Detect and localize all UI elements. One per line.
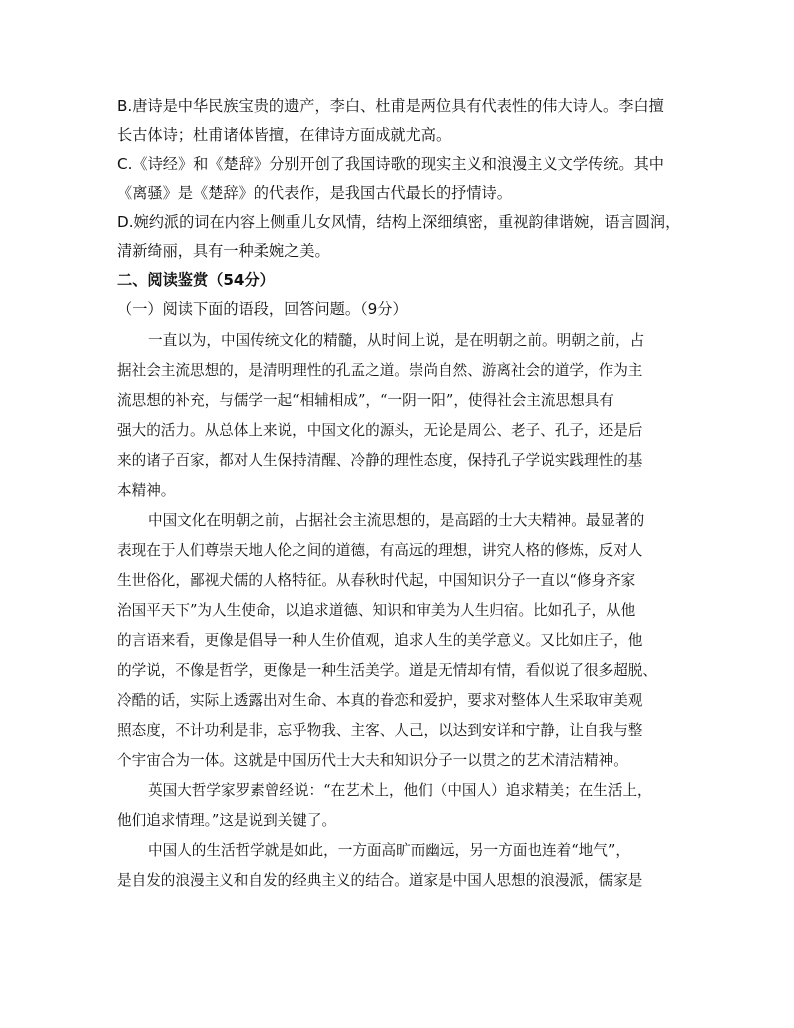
paragraph-line: 他们追求情理。”这是说到关键了。: [117, 812, 337, 829]
option-d-line-2: 清新绮丽，具有一种柔婉之美。: [117, 242, 330, 260]
subsection-title: （一）阅读下面的语段，回答问题。（9分）: [117, 300, 408, 318]
passage-paragraph-1: [117, 326, 679, 506]
document-page: [117, 92, 679, 896]
paragraph-line: 冷酷的话，实际上透露出对生命、本真的眷恋和爱护，要求对整体人生采取审美观: [117, 692, 643, 709]
paragraph-line: 的言语来看，更像是倡导一种人生价值观，追求人生的美学意义。又比如庄子，他: [117, 632, 643, 649]
option-b-line-2: 长古体诗；杜甫诸体皆擅，在律诗方面成就尤高。: [117, 126, 452, 144]
paragraph-line: 照态度，不计功利是非，忘乎物我、主客、人己，以达到安详和宁静，让自我与整: [117, 722, 643, 739]
option-d-line-1: D.婉约派的词在内容上侧重儿女风情，结构上深细缜密，重视韵律谐婉，语言圆润，: [117, 213, 681, 231]
option-c-line-1: C.《诗经》和《楚辞》分别开创了我国诗歌的现实主义和浪漫主义文学传统。其中: [117, 155, 664, 173]
paragraph-line: 是自发的浪漫主义和自发的经典主义的结合。道家是中国人思想的浪漫派，儒家是: [117, 872, 643, 889]
paragraph-line: 流思想的补充，与儒学一起“相辅相成”，“一阴一阳”，使得社会主流思想具有: [117, 392, 614, 409]
paragraph-line: 个宇宙合为一体。这就是中国历代士大夫和知识分子一以贯之的艺术清洁精神。: [117, 752, 628, 769]
option-c-line-2: 《离骚》是《楚辞》的代表作，是我国古代最长的抒情诗。: [117, 184, 512, 202]
paragraph-line: 中国文化在明朝之前，占据社会主流思想的，是高蹈的士大夫精神。最显著的: [148, 512, 645, 529]
option-b: [117, 92, 679, 150]
paragraph-line: 一直以为，中国传统文化的精髓，从时间上说，是在明朝之前。明朝之前，占: [148, 332, 645, 349]
passage-paragraph-3: [117, 776, 679, 836]
option-b-line-1: B.唐诗是中华民族宝贵的遗产，李白、杜甫是两位具有代表性的伟大诗人。李白擅: [117, 97, 664, 115]
section-title: 二、阅读鉴赏（54分）: [117, 271, 275, 289]
passage-paragraph-4: [117, 836, 679, 896]
paragraph-line: 英国大哲学家罗素曾经说：“在艺术上，他们（中国人）追求精美；在生活上，: [148, 782, 652, 799]
paragraph-line: 生世俗化，鄙视犬儒的人格特征。从春秋时代起，中国知识分子一直以“修身齐家: [117, 572, 636, 589]
paragraph-line: 来的诸子百家，都对人生保持清醒、冷静的理性态度，保持孔子学说实践理性的基: [117, 452, 643, 469]
paragraph-line: 本精神。: [117, 482, 176, 499]
option-c: [117, 150, 679, 208]
paragraph-line: 表现在于人们尊崇天地人伦之间的道德，有高远的理想，讲究人格的修炼，反对人: [117, 542, 643, 559]
paragraph-line: 治国平天下”为人生使命，以追求道德、知识和审美为人生归宿。比如孔子，从他: [117, 602, 636, 619]
passage-paragraph-2: [117, 506, 679, 776]
option-d: [117, 208, 679, 266]
paragraph-line: 中国人的生活哲学就是如此，一方面高旷而幽远，另一方面也连着“地气”，: [148, 842, 630, 859]
paragraph-line: 的学说，不像是哲学，更像是一种生活美学。道是无情却有情，看似说了很多超脱、: [117, 662, 657, 679]
paragraph-line: 据社会主流思想的，是清明理性的孔孟之道。崇尚自然、游离社会的道学，作为主: [117, 362, 643, 379]
paragraph-line: 强大的活力。从总体上来说，中国文化的源头，无论是周公、老子、孔子，还是后: [117, 422, 643, 439]
